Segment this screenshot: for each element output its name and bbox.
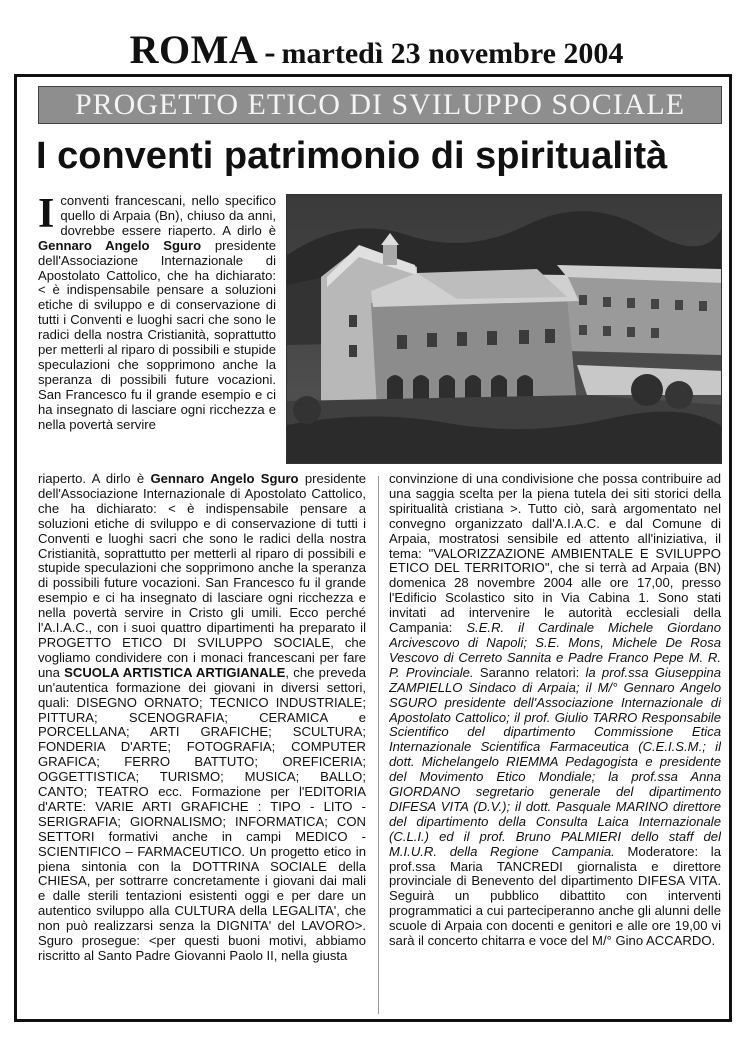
dateline-date: martedì 23 novembre 2004 — [281, 37, 624, 70]
left-name: Gennaro Angelo Sguro — [150, 472, 299, 486]
right-italic-speakers: la prof.ssa Giuseppina ZAMPIELLO Sindaco di Arpaia; il M/° Gennaro Angelo SGURO presidente dell'Associazione Internazionale di Apostolato Cattolico; il prof. Giulio TARRO Responsabile Scientifico del dipartimento Commissione Etica Internazionale Scientifica Farmaceutica (C.E.I.S.M.; il dott. Michelangelo RIEMMA Pedagogista e presidente del Movimento Etico Mondiale; la prof.ssa Anna GIORDANO segretario generale del dipartimento DIFESA VITA (D.V.); il dott. Pasquale MARINO direttore del dipartimento della Consulta Laica Internazionale (C.L.I.) ed il prof. Bruno PALMIERI dello staff del M.I.U.R. della Regione Campania. — [389, 664, 721, 859]
convent-photo — [286, 194, 722, 464]
dateline-separator: - — [264, 34, 276, 71]
right-segment-3: Moderatore: la prof.ssa Maria TANCREDI giornalista e direttore provinciale di Benevento del dipartimento DIFESA VITA. Seguirà un pubblico dibattito con interventi programmatici a cui parteciperanno anche gli alunni delle scuole di Arpaia con docenti e genitori e alle ore 19,00 vi sarà il concerto chitarra e voce del M/° Gino ACCARDO. — [389, 843, 721, 949]
article-column-right — [389, 472, 721, 1018]
right-segment-2: Saranno relatori: — [473, 664, 586, 680]
left-school-name: SCUOLA ARTISTICA ARTIGIANALE — [64, 664, 286, 680]
article-headline: I conventi patrimonio di spiritualità — [36, 135, 668, 177]
section-banner — [38, 86, 722, 124]
convent-photo-icon — [287, 195, 722, 464]
right-italic-clergy: S.E.R. il Cardinale Michele Giordano Arcivescovo di Napoli; S.E. Mons, Michele De Rosa Vescovo di Cerreto Sannita e Padre Franco Pepe M. R. P. Provinciale. — [389, 620, 721, 680]
dateline-city: ROMA — [129, 27, 259, 72]
drop-cap: I — [38, 194, 55, 237]
left-segment-3: , che preveda un'autentica formazione dei giovani in diversi settori, quali: DISEGNO ORNATO; TECNICO INDUSTRIALE; PITTURA; SCENOGRAFIA; CERAMICA e PORCELLANA; ARTI GRAFICHE; SCULTURA; FONDERIA D'ARTE; FOTOGRAFIA; COMPUTER GRAFICA; FERRO BATTUTO; OREFICERIA; OGGETTISTICA; TURISMO; MUSICA; BALLO; CANTO; TEATRO ecc. Formazione per l'EDITORIA d'ARTE: VARIE ARTI GRAFICHE : TIPO - LITO - SERIGRAFIA; GIORNALISMO; INFORMATICA; CON SETTORI formativi anche in campi MEDICO - SCIENTIFICO – FARMACEUTICO. Un progetto etico in piena sintonia con la DOTTRINA SOCIALE della CHIESA, per sottrarre concretamente i giovani dai mali e dalle sterili tentazioni esistenti oggi e per dare un autentico sviluppo alla CULTURA della LEGALITA', che non può realizzarsi senza la DIGNITA' del LAVORO>. Sguro prosegue: <per questi buoni motivi, abbiamo riscritto al Santo Padre Giovanni Paolo II, nella giusta — [38, 664, 366, 963]
left-column-paragraph — [38, 472, 366, 964]
right-column-paragraph — [389, 472, 721, 949]
left-segment-2: presidente dell'Associazione Internazionale di Apostolato Cattolico, che ha dichiarato: < è indispensabile pensare a soluzioni etiche di sviluppo e di conservazione di tutti i Conventi e luoghi sacri che sono le radici della nostra Cristianità, soprattutto per metterli al riparo di possibili e stupide speculazioni che sopprimono anche la speranza di possibili future vocazioni. San Francesco fu il grande esempio e ci ha insegnato di lasciare ogni ricchezza e nella povertà servire in Cristo gli umili. Ecco perché l'A.I.A.C., con i suoi quattro dipartimenti ha preparato il PROGETTO ETICO DI SVILUPPO SOCIALE, che vogliamo condividere con i monaci francescani per fare una — [38, 472, 366, 680]
intro-text — [38, 194, 276, 464]
dateline — [0, 26, 753, 73]
article-column-left — [38, 472, 366, 1018]
column-divider — [378, 476, 379, 1014]
intro-segment-2: presidente dell'Associazione Internazionale di Apostolato Cattolico, che ha dichiarato: < è indispensabile pensare a soluzioni etiche di sviluppo e di conservazione di tutti i Conventi e luoghi sacri che sono le radici della nostra Cristianità, soprattutto per metterli al riparo di possibili e stupide speculazioni che sopprimono anche la speranza di possibili future vocazioni. San Francesco fu il grande esempio e ci ha insegnato di lasciare ogni ricchezza e nella povertà servire — [38, 237, 276, 432]
intro-name: Gennaro Angelo Sguro — [38, 237, 202, 253]
left-segment-1: riaperto. A dirlo è — [38, 472, 151, 486]
right-segment-1: convinzione di una condivisione che possa contribuire ad una saggia scelta per la piena tutela dei siti storici della spiritualità cristiana >. Tutto ciò, sarà argomentato nel convegno organizzato dall'A.I.A.C. e dal Comune di Arpaia, mostratosi sensibile ed attento all'iniziativa, il tema: "VALORIZZAZIONE AMBIENTALE E SVILUPPO ETICO DEL TERRITORIO", che si terrà ad Arpaia (BN) domenica 28 novembre 2004 alle ore 17,00, presso l'Edificio Scolastico sito in Via Cabina 1. Sono stati invitati ad intervenire le autorità ecclesiali della Campania: — [389, 472, 721, 636]
section-banner-title: PROGETTO ETICO DI SVILUPPO SOCIALE — [74, 88, 686, 121]
intro-segment-1: conventi francescani, nello specifico quello di Arpaia (Bn), chiuso da anni, dovrebbe essere riaperto. A dirlo è — [60, 194, 276, 238]
